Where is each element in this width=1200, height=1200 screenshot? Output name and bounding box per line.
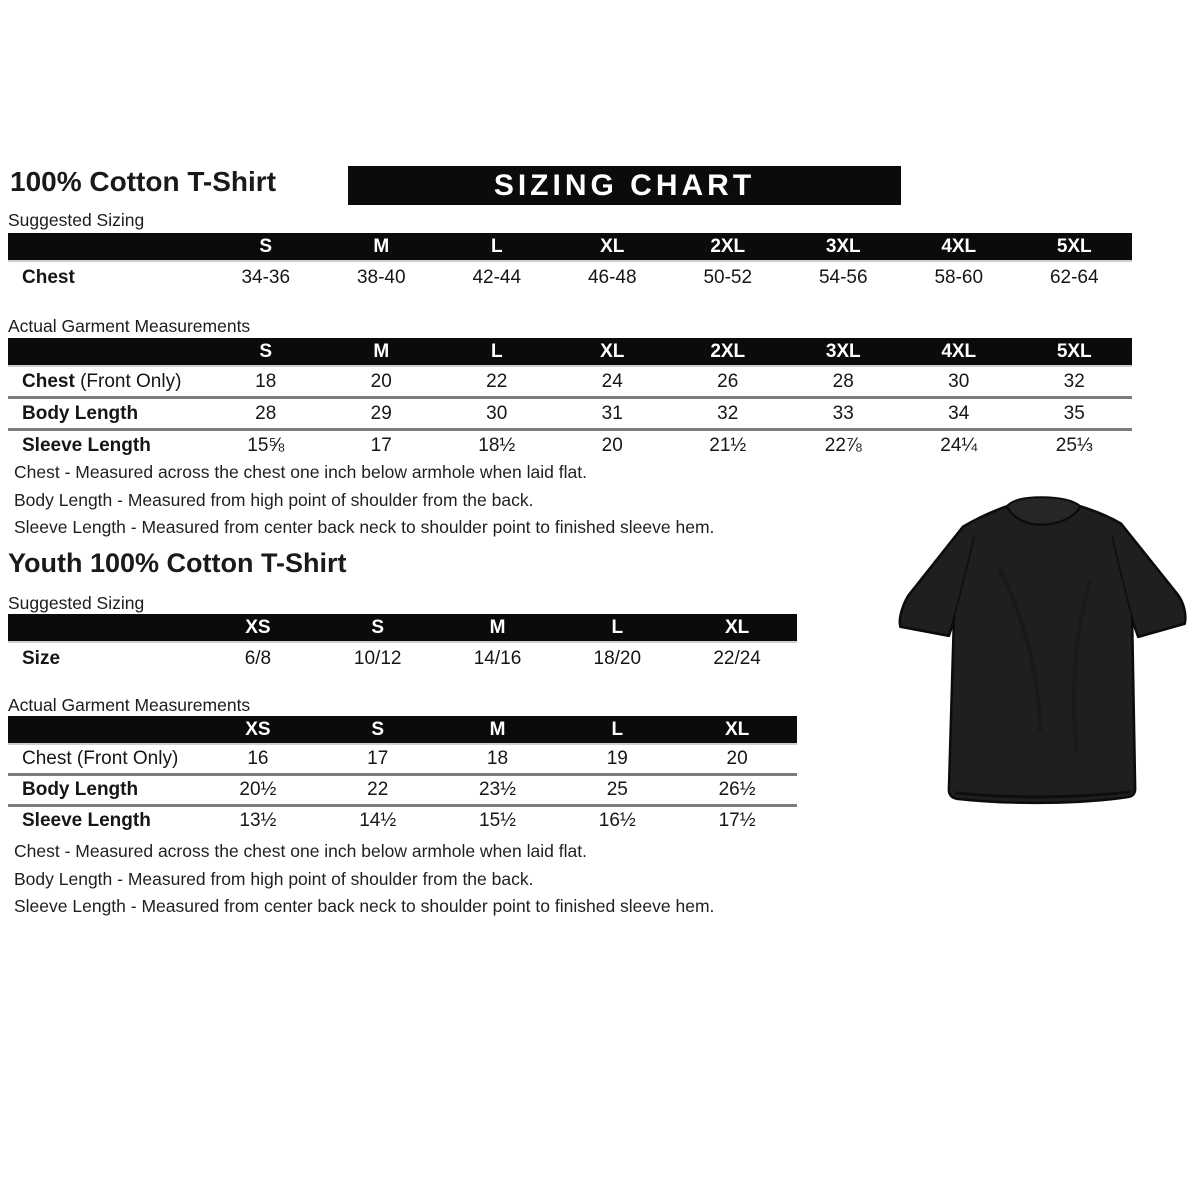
table-row — [8, 396, 1132, 428]
measurement-cell: 25 — [606, 779, 628, 800]
measurement-cell: 17 — [367, 748, 389, 769]
measurement-cell: 15½ — [479, 810, 516, 831]
row-label: Chest — [22, 267, 75, 288]
size-column-header: L — [611, 616, 624, 638]
size-column-header: XL — [600, 235, 625, 257]
measurement-cell: 22⅞ — [824, 434, 862, 456]
measurement-cell: 30 — [486, 402, 508, 424]
measurement-cell: 28 — [255, 402, 277, 424]
measurement-cell: 31 — [601, 402, 623, 424]
black-tshirt-photo — [886, 478, 1194, 812]
measurement-cell: 15⅝ — [247, 434, 285, 456]
size-column-header: XS — [245, 718, 271, 740]
note-chest: Chest - Measured across the chest one inch below armhole when laid flat. — [14, 841, 587, 861]
note-body-length: Body Length - Measured from high point of shoulder from the back. — [14, 489, 534, 510]
table-row — [8, 773, 797, 804]
measurement-cell: 22/24 — [713, 648, 761, 669]
measurement-cell: 50-52 — [703, 267, 753, 288]
size-column-header: S — [371, 718, 385, 740]
note-chest: Chest - Measured across the chest one inch below armhole when laid flat. — [14, 462, 587, 482]
youth-measurement-notes — [14, 838, 714, 921]
size-column-header: 4XL — [941, 235, 977, 257]
measurement-cell: 13½ — [239, 810, 277, 831]
size-column-header: S — [259, 235, 273, 257]
size-column-header: XL — [724, 718, 750, 740]
youth-suggested-sizing-table — [8, 614, 797, 675]
size-column-header: L — [490, 235, 503, 257]
adult-suggested-sizing-caption: Suggested Sizing — [8, 210, 145, 230]
size-column-header: S — [371, 616, 385, 638]
measurement-cell: 18/20 — [593, 648, 642, 669]
measurement-cell: 19 — [606, 748, 628, 769]
size-column-header: M — [373, 340, 390, 362]
table-row — [8, 262, 1132, 294]
size-column-header: 5XL — [1056, 340, 1092, 362]
measurement-cell: 6/8 — [244, 648, 272, 669]
measurement-cell: 46-48 — [587, 267, 637, 288]
measurement-cell: 20 — [370, 370, 392, 392]
row-label: Sleeve Length — [22, 434, 151, 456]
measurement-cell: 28 — [832, 370, 854, 392]
measurement-cell: 32 — [717, 402, 739, 424]
size-column-header: 3XL — [825, 340, 861, 362]
measurement-cell: 62-64 — [1049, 267, 1099, 288]
size-column-header: 4XL — [941, 340, 977, 362]
sizing-chart-banner: SIZING CHART — [348, 166, 901, 205]
measurement-cell: 18 — [486, 748, 509, 769]
size-header-row — [8, 233, 1132, 262]
measurement-cell: 38-40 — [356, 267, 406, 288]
adult-actual-measurements-table — [8, 338, 1132, 460]
size-column-header: 2XL — [710, 340, 746, 362]
size-column-header: XL — [724, 616, 750, 638]
measurement-cell: 42-44 — [472, 267, 522, 288]
measurement-cell: 25⅓ — [1055, 434, 1093, 456]
note-sleeve-length: Sleeve Length - Measured from center back neck to shoulder point to finished sleeve hem. — [14, 896, 715, 916]
measurement-cell: 14½ — [359, 810, 397, 831]
youth-actual-measurements-table — [8, 716, 797, 835]
size-column-header: S — [259, 340, 273, 362]
youth-actual-measurements-caption: Actual Garment Measurements — [8, 695, 251, 715]
note-body-length: Body Length - Measured from high point of shoulder from the back. — [14, 868, 534, 889]
row-label: Size — [22, 648, 61, 669]
measurement-cell: 34-36 — [241, 267, 291, 288]
measurement-cell: 23½ — [479, 779, 516, 800]
youth-suggested-sizing-caption: Suggested Sizing — [8, 593, 145, 613]
table-row — [8, 428, 1132, 460]
size-column-header: L — [490, 340, 503, 362]
adult-actual-measurements-caption: Actual Garment Measurements — [8, 316, 251, 336]
measurement-cell: 26½ — [718, 779, 756, 800]
measurement-cell: 35 — [1063, 402, 1085, 424]
measurement-cell: 34 — [948, 402, 970, 424]
adult-measurement-notes — [14, 459, 714, 542]
size-column-header: XL — [600, 340, 625, 362]
row-label: Chest (Front Only) — [22, 370, 182, 392]
measurement-cell: 17 — [370, 434, 392, 456]
size-column-header: XS — [245, 616, 271, 638]
size-header-row — [8, 716, 797, 745]
table-row — [8, 804, 797, 835]
measurement-cell: 20 — [601, 434, 623, 456]
measurement-cell: 26 — [717, 370, 739, 392]
measurement-cell: 33 — [832, 402, 854, 424]
size-column-header: 2XL — [710, 235, 746, 257]
measurement-cell: 14/16 — [473, 648, 522, 669]
measurement-cell: 30 — [948, 370, 970, 392]
size-column-header: M — [489, 616, 506, 638]
measurement-cell: 54-56 — [818, 267, 868, 288]
measurement-cell: 24¼ — [940, 434, 978, 456]
measurement-cell: 10/12 — [353, 648, 402, 669]
adult-suggested-sizing-table — [8, 233, 1132, 294]
measurement-cell: 20 — [726, 748, 748, 769]
table-row — [8, 367, 1132, 396]
measurement-cell: 21½ — [709, 434, 747, 456]
row-label: Body Length — [22, 779, 139, 800]
measurement-cell: 16 — [247, 748, 269, 769]
table-row — [8, 643, 797, 675]
measurement-cell: 17½ — [718, 810, 756, 831]
size-column-header: 5XL — [1056, 235, 1092, 257]
row-label: Chest (Front Only) — [22, 748, 179, 769]
measurement-cell: 20½ — [239, 779, 277, 800]
measurement-cell: 18 — [255, 370, 277, 392]
tshirt-body-shape — [900, 506, 1186, 802]
row-label: Sleeve Length — [22, 810, 151, 831]
adult-section-title: 100% Cotton T-Shirt — [10, 166, 277, 197]
size-column-header: L — [611, 718, 624, 740]
size-column-header: 3XL — [825, 235, 861, 257]
measurement-cell: 24 — [601, 370, 623, 392]
note-sleeve-length: Sleeve Length - Measured from center back neck to shoulder point to finished sleeve hem. — [14, 517, 715, 537]
size-header-row — [8, 614, 797, 643]
measurement-cell: 22 — [486, 370, 508, 392]
size-column-header: M — [489, 718, 506, 740]
measurement-cell: 22 — [367, 779, 389, 800]
size-column-header: M — [373, 235, 390, 257]
row-label: Body Length — [22, 402, 139, 424]
measurement-cell: 16½ — [598, 810, 636, 831]
youth-section-title: Youth 100% Cotton T-Shirt — [8, 548, 347, 578]
measurement-cell: 58-60 — [934, 267, 984, 288]
measurement-cell: 32 — [1063, 370, 1085, 392]
size-header-row — [8, 338, 1132, 367]
measurement-cell: 29 — [370, 402, 392, 424]
measurement-cell: 18½ — [478, 434, 516, 456]
table-row — [8, 745, 797, 773]
